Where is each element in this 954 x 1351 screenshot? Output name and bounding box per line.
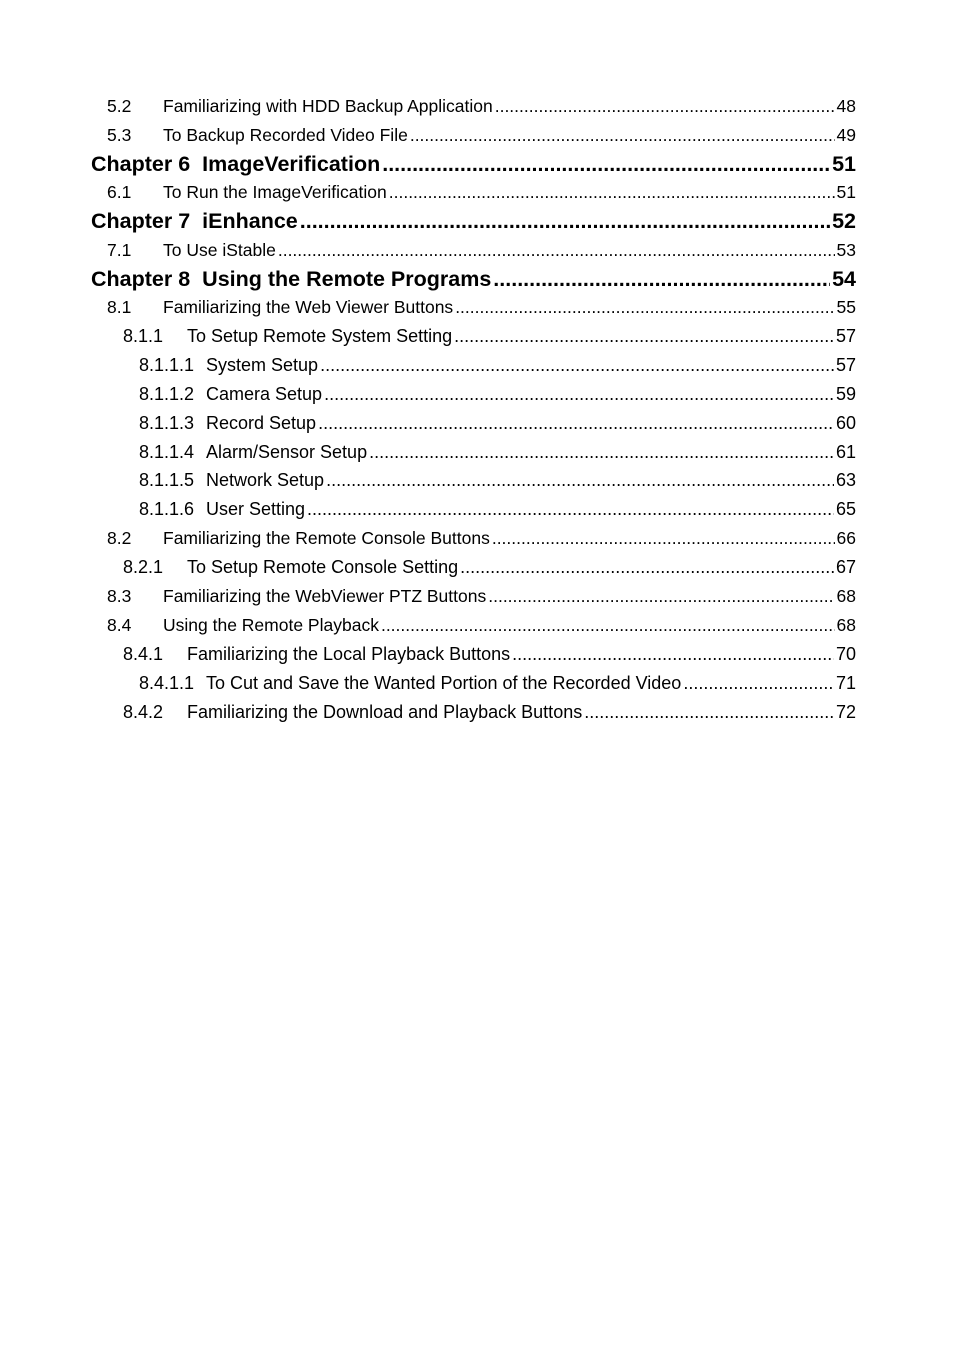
toc-entry-page-number: 66 bbox=[836, 528, 856, 549]
toc-entry-title: To Setup Remote System Setting bbox=[187, 325, 453, 346]
toc-dot-leader bbox=[320, 351, 834, 380]
toc-entry-number: 8.1.1 bbox=[123, 325, 164, 346]
toc-entry-title: Using the Remote Playback bbox=[163, 614, 379, 635]
toc-entry-title: To Setup Remote Console Setting bbox=[187, 557, 459, 578]
toc-chapter-entry[interactable] bbox=[0, 265, 954, 294]
toc-entry-page-number: 54 bbox=[832, 266, 856, 291]
toc-entry[interactable] bbox=[0, 611, 954, 640]
toc-entry-title: iEnhance bbox=[202, 209, 298, 234]
toc-dot-leader bbox=[318, 409, 834, 438]
toc-entry-title: Familiarizing the Web Viewer Buttons bbox=[163, 297, 454, 318]
toc-entry-page-number: 48 bbox=[836, 96, 856, 116]
toc-entry-title: User Setting bbox=[206, 499, 306, 520]
toc-entry-title: ImageVerification bbox=[202, 151, 381, 176]
toc-entry-number: Chapter 8 bbox=[91, 266, 191, 291]
toc-dot-leader bbox=[300, 207, 830, 236]
toc-entry-number: 8.4.2 bbox=[123, 701, 164, 722]
toc-dot-leader bbox=[493, 265, 830, 294]
toc-entry[interactable] bbox=[0, 409, 954, 438]
toc-entry-page-number: 57 bbox=[835, 325, 856, 346]
toc-entry-title: To Use iStable bbox=[163, 239, 276, 260]
toc-entry[interactable] bbox=[0, 236, 954, 265]
toc-entry-number: 8.2 bbox=[107, 528, 132, 549]
toc-entry[interactable] bbox=[0, 438, 954, 467]
toc-entry-number: 8.4 bbox=[107, 614, 132, 635]
toc-entry-title: To Cut and Save the Wanted Portion of the Recorded Video bbox=[206, 672, 682, 693]
toc-entry-title: Familiarizing the WebViewer PTZ Buttons bbox=[163, 585, 487, 606]
table-of-contents bbox=[0, 92, 954, 726]
toc-entry-page-number: 63 bbox=[835, 470, 856, 491]
toc-entry-page-number: 65 bbox=[835, 499, 856, 520]
toc-dot-leader bbox=[495, 92, 835, 121]
toc-entry-number: 8.1.1.3 bbox=[139, 412, 195, 433]
toc-entry-number: 8.2.1 bbox=[123, 557, 164, 578]
toc-entry-title: Familiarizing the Remote Console Buttons bbox=[163, 528, 490, 549]
toc-entry-page-number: 68 bbox=[836, 614, 856, 635]
toc-dot-leader bbox=[683, 669, 834, 698]
toc-entry-number: 8.1.1.2 bbox=[139, 383, 195, 404]
toc-dot-leader bbox=[584, 698, 834, 727]
toc-entry-number: 8.1.1.1 bbox=[139, 354, 195, 375]
toc-dot-leader bbox=[488, 582, 834, 611]
toc-entry[interactable] bbox=[0, 322, 954, 351]
toc-entry[interactable] bbox=[0, 669, 954, 698]
toc-dot-leader bbox=[454, 322, 834, 351]
toc-entry-title: Record Setup bbox=[206, 412, 317, 433]
toc-entry[interactable] bbox=[0, 293, 954, 322]
toc-entry[interactable] bbox=[0, 698, 954, 727]
toc-entry[interactable] bbox=[0, 121, 954, 150]
toc-entry[interactable] bbox=[0, 466, 954, 495]
toc-chapter-entry[interactable] bbox=[0, 207, 954, 236]
toc-entry-page-number: 68 bbox=[836, 585, 856, 606]
toc-entry-number: 6.1 bbox=[107, 182, 132, 203]
toc-entry-title: Using the Remote Programs bbox=[202, 266, 492, 291]
toc-entry-page-number: 71 bbox=[835, 672, 856, 693]
toc-entry-number: 8.4.1.1 bbox=[139, 672, 195, 693]
toc-entry-title: Network Setup bbox=[206, 470, 325, 491]
toc-entry[interactable] bbox=[0, 92, 954, 121]
toc-entry-number: 8.1 bbox=[107, 297, 132, 318]
toc-entry-page-number: 55 bbox=[836, 297, 856, 318]
toc-entry[interactable] bbox=[0, 582, 954, 611]
toc-dot-leader bbox=[307, 495, 834, 524]
toc-entry-title: Alarm/Sensor Setup bbox=[206, 441, 368, 462]
toc-entry[interactable] bbox=[0, 524, 954, 553]
toc-dot-leader bbox=[381, 611, 835, 640]
toc-entry-number: 8.1.1.4 bbox=[139, 441, 195, 462]
toc-entry[interactable] bbox=[0, 640, 954, 669]
toc-dot-leader bbox=[410, 121, 835, 150]
toc-dot-leader bbox=[455, 293, 834, 322]
toc-entry-title: Familiarizing the Download and Playback Buttons bbox=[187, 701, 583, 722]
toc-entry[interactable] bbox=[0, 495, 954, 524]
toc-entry-number: 5.2 bbox=[107, 96, 132, 116]
toc-entry-page-number: 53 bbox=[836, 239, 856, 260]
toc-entry-number: 8.1.1.5 bbox=[139, 470, 195, 491]
toc-entry-title: Familiarizing with HDD Backup Application bbox=[163, 96, 493, 116]
toc-entry-page-number: 51 bbox=[836, 182, 856, 203]
toc-entry[interactable] bbox=[0, 380, 954, 409]
toc-entry-page-number: 72 bbox=[835, 701, 856, 722]
toc-entry-title: System Setup bbox=[206, 354, 319, 375]
toc-entry-title: Familiarizing the Local Playback Buttons bbox=[187, 643, 511, 664]
toc-entry-number: 5.3 bbox=[107, 124, 132, 145]
toc-entry-number: Chapter 6 bbox=[91, 151, 191, 176]
toc-entry-title: To Run the ImageVerification bbox=[163, 182, 387, 203]
toc-entry-page-number: 60 bbox=[835, 412, 856, 433]
toc-entry-number: 7.1 bbox=[107, 239, 132, 260]
toc-entry-page-number: 59 bbox=[835, 383, 856, 404]
toc-entry-title: To Backup Recorded Video File bbox=[163, 124, 408, 145]
toc-dot-leader bbox=[369, 438, 834, 467]
toc-entry-number: 8.3 bbox=[107, 585, 132, 606]
toc-entry-page-number: 61 bbox=[835, 441, 856, 462]
toc-dot-leader bbox=[382, 150, 830, 179]
toc-entry-page-number: 52 bbox=[832, 209, 856, 234]
toc-entry[interactable] bbox=[0, 553, 954, 582]
toc-dot-leader bbox=[492, 524, 835, 553]
toc-dot-leader bbox=[389, 178, 835, 207]
toc-dot-leader bbox=[278, 236, 835, 265]
toc-entry-page-number: 70 bbox=[835, 643, 856, 664]
toc-dot-leader bbox=[324, 380, 834, 409]
toc-dot-leader bbox=[512, 640, 834, 669]
toc-dot-leader bbox=[326, 466, 834, 495]
toc-entry-number: Chapter 7 bbox=[91, 209, 191, 234]
toc-dot-leader bbox=[460, 553, 834, 582]
toc-entry-page-number: 49 bbox=[836, 124, 856, 145]
toc-entry[interactable] bbox=[0, 351, 954, 380]
toc-entry-page-number: 51 bbox=[832, 151, 856, 176]
toc-chapter-entry[interactable] bbox=[0, 150, 954, 179]
toc-entry-number: 8.1.1.6 bbox=[139, 499, 195, 520]
toc-entry-number: 8.4.1 bbox=[123, 643, 164, 664]
toc-entry-page-number: 67 bbox=[835, 557, 856, 578]
toc-entry-title: Camera Setup bbox=[206, 383, 323, 404]
toc-entry[interactable] bbox=[0, 178, 954, 207]
toc-entry-page-number: 57 bbox=[835, 354, 856, 375]
